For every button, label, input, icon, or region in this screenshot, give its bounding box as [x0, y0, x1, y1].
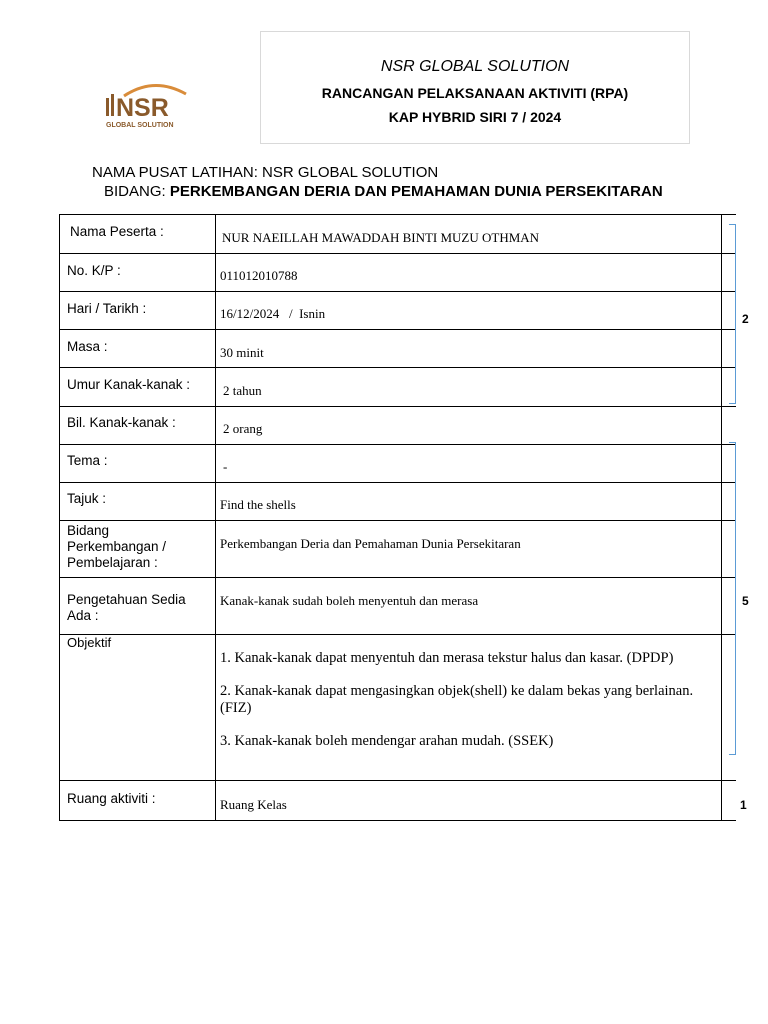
label-cell	[60, 368, 216, 407]
mark-cell	[722, 407, 736, 445]
nsr-logo	[104, 82, 196, 130]
ruang-label: Ruang aktiviti :	[67, 791, 156, 806]
label-cell	[60, 292, 216, 330]
label-cell	[60, 407, 216, 445]
training-center: NAMA PUSAT LATIHAN: NSR GLOBAL SOLUTION	[92, 164, 439, 181]
header-box	[260, 31, 690, 144]
umur-label: Umur Kanak-kanak :	[67, 377, 191, 392]
mark-2: 2	[742, 312, 749, 326]
value-cell	[216, 368, 722, 407]
objective-3: 3. Kanak-kanak boleh mendengar arahan mudah. (SSEK)	[220, 733, 554, 749]
ruang-value: Ruang Kelas	[220, 797, 287, 812]
svg-text:NSR: NSR	[116, 94, 169, 122]
document-subtitle: KAP HYBRID SIRI 7 / 2024	[388, 109, 562, 125]
value-cell	[216, 521, 722, 578]
brace-group-2	[729, 442, 736, 755]
value-cell	[216, 254, 722, 292]
hari-label: Hari / Tarikh :	[67, 301, 147, 316]
label-cell	[60, 330, 216, 368]
tajuk-label: Tajuk :	[67, 491, 107, 506]
nama-label: Nama Peserta :	[70, 224, 164, 239]
value-cell	[216, 215, 722, 254]
field-value: PERKEMBANGAN DERIA DAN PEMAHAMAN DUNIA PERSEKITARAN	[169, 183, 663, 200]
value-cell	[216, 445, 722, 483]
field-prefix: BIDANG:	[104, 183, 170, 200]
label-cell	[60, 635, 216, 781]
kp-value: 011012010788	[220, 268, 298, 283]
label-cell	[60, 254, 216, 292]
objective-1: 1. Kanak-kanak dapat menyentuh dan merasa tekstur halus dan kasar. (DPDP)	[220, 650, 674, 666]
table-row	[60, 483, 736, 521]
tema-value: -	[223, 459, 228, 474]
label-cell	[60, 578, 216, 635]
document-title: RANCANGAN PELAKSANAAN AKTIVITI (RPA)	[321, 85, 629, 101]
pengetahuan-label-line2: Ada :	[67, 608, 99, 623]
bidang-label-line3: Pembelajaran :	[67, 555, 158, 570]
objective-2: 2. Kanak-kanak dapat mengasingkan objek(shell) ke dalam bekas yang berlainan. (FIZ)	[220, 683, 694, 716]
table-row	[60, 292, 736, 330]
value-cell	[216, 635, 722, 781]
table-row	[60, 521, 736, 578]
field-line	[104, 183, 663, 200]
label-cell	[60, 781, 216, 821]
value-cell	[216, 483, 722, 521]
hari-value: 16/12/2024 / Isnin	[220, 306, 326, 321]
nama-value: NUR NAEILLAH MAWADDAH BINTI MUZU OTHMAN	[222, 230, 540, 245]
objektif-label: Objektif	[67, 635, 112, 650]
value-cell	[216, 330, 722, 368]
value-cell	[216, 781, 722, 821]
activity-form-table	[59, 214, 736, 821]
company-name: NSR GLOBAL SOLUTION	[380, 58, 570, 75]
table-row	[60, 635, 736, 781]
tema-label: Tema :	[67, 453, 108, 468]
label-cell	[60, 483, 216, 521]
bidang-label-line1: Bidang	[67, 523, 110, 538]
mark-cell	[722, 781, 736, 821]
mark-5: 5	[742, 594, 749, 608]
svg-text:GLOBAL SOLUTION: GLOBAL SOLUTION	[106, 122, 174, 129]
value-cell	[216, 407, 722, 445]
kp-label: No. K/P :	[67, 263, 121, 278]
table-row	[60, 215, 736, 254]
label-cell	[60, 215, 216, 254]
table-row	[60, 330, 736, 368]
table-row	[60, 407, 736, 445]
pengetahuan-label-line1: Pengetahuan Sedia	[67, 592, 186, 607]
masa-value: 30 minit	[220, 345, 264, 360]
table-row	[60, 781, 736, 821]
table-row	[60, 578, 736, 635]
bidang-label-line2: Perkembangan /	[67, 539, 167, 554]
bidang-value: Perkembangan Deria dan Pemahaman Dunia Persekitaran	[220, 536, 521, 551]
pengetahuan-value: Kanak-kanak sudah boleh menyentuh dan merasa	[220, 593, 479, 608]
mark-1: 1	[740, 798, 747, 812]
label-cell	[60, 521, 216, 578]
brace-group-1	[729, 224, 736, 404]
umur-value: 2 tahun	[223, 383, 262, 398]
table-row	[60, 445, 736, 483]
value-cell	[216, 578, 722, 635]
table-row	[60, 254, 736, 292]
table-row	[60, 368, 736, 407]
bil-value: 2 orang	[223, 421, 263, 436]
masa-label: Masa :	[67, 339, 108, 354]
label-cell	[60, 445, 216, 483]
value-cell	[216, 292, 722, 330]
bil-label: Bil. Kanak-kanak :	[67, 415, 176, 430]
tajuk-value: Find the shells	[220, 497, 296, 512]
